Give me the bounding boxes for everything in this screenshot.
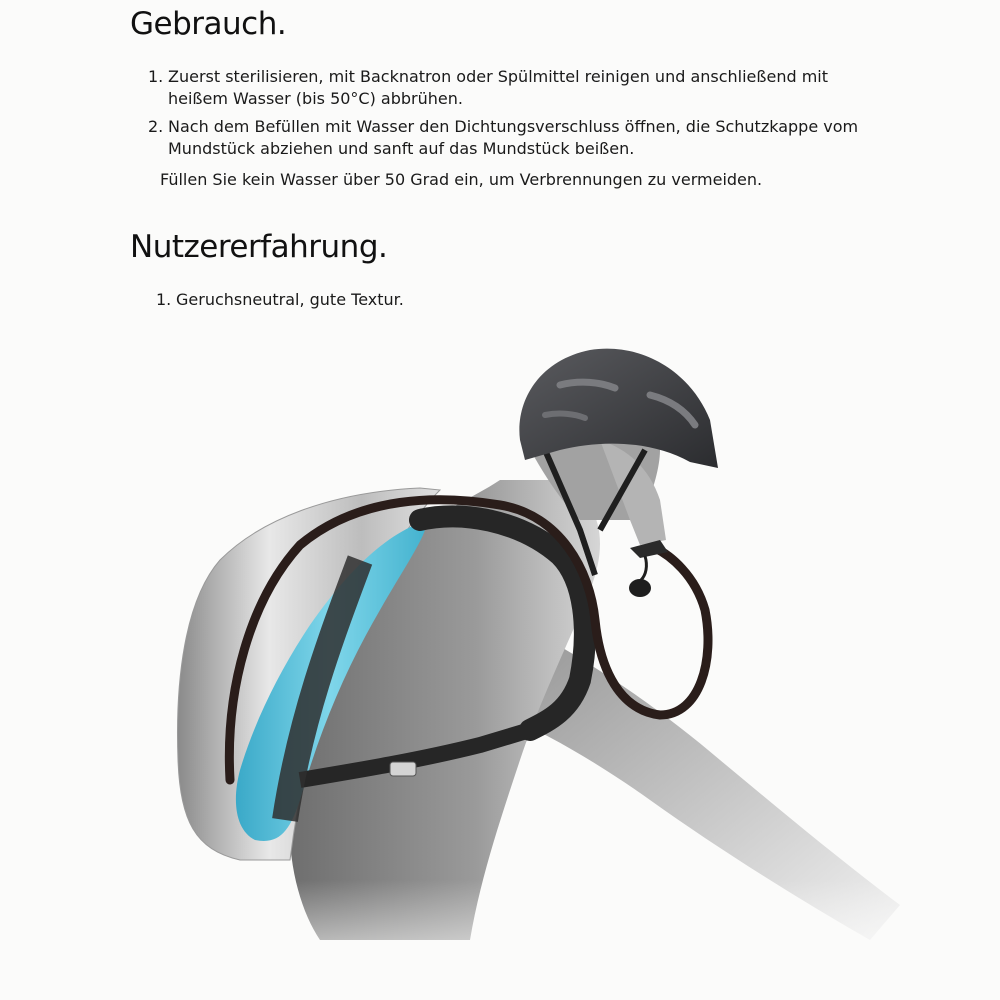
usage-warning-note: Füllen Sie kein Wasser über 50 Grad ein, um Verbrennungen zu vermeiden.: [160, 170, 763, 189]
experience-step-1-number: 1.: [156, 290, 172, 309]
usage-step-2-number: 2.: [148, 117, 164, 136]
usage-step-2: [148, 116, 888, 160]
experience-step-1: [156, 289, 756, 311]
experience-title: Nutzererfahrung.: [130, 229, 388, 265]
strap-buckle: [390, 762, 416, 776]
usage-title: Gebrauch.: [130, 6, 287, 42]
bottom-fade: [0, 880, 1000, 1000]
experience-step-1-text: Geruchsneutral, gute Textur.: [176, 290, 404, 309]
mouthpiece-cap: [629, 579, 651, 597]
usage-step-2-text: Nach dem Befüllen mit Wasser den Dichtungsverschluss öffnen, die Schutzkappe vom Mundstück abziehen und sanft auf das Mundstück beißen.: [168, 117, 859, 158]
cyclist-hydration-illustration: [0, 320, 1000, 1000]
usage-step-1: [148, 66, 888, 110]
usage-step-1-text: Zuerst sterilisieren, mit Backnatron oder Spülmittel reinigen und anschließend mit heißem Wasser (bis 50°C) abbrühen.: [168, 67, 829, 108]
mouthpiece-cap-leash: [641, 556, 646, 580]
usage-step-1-number: 1.: [148, 67, 164, 86]
